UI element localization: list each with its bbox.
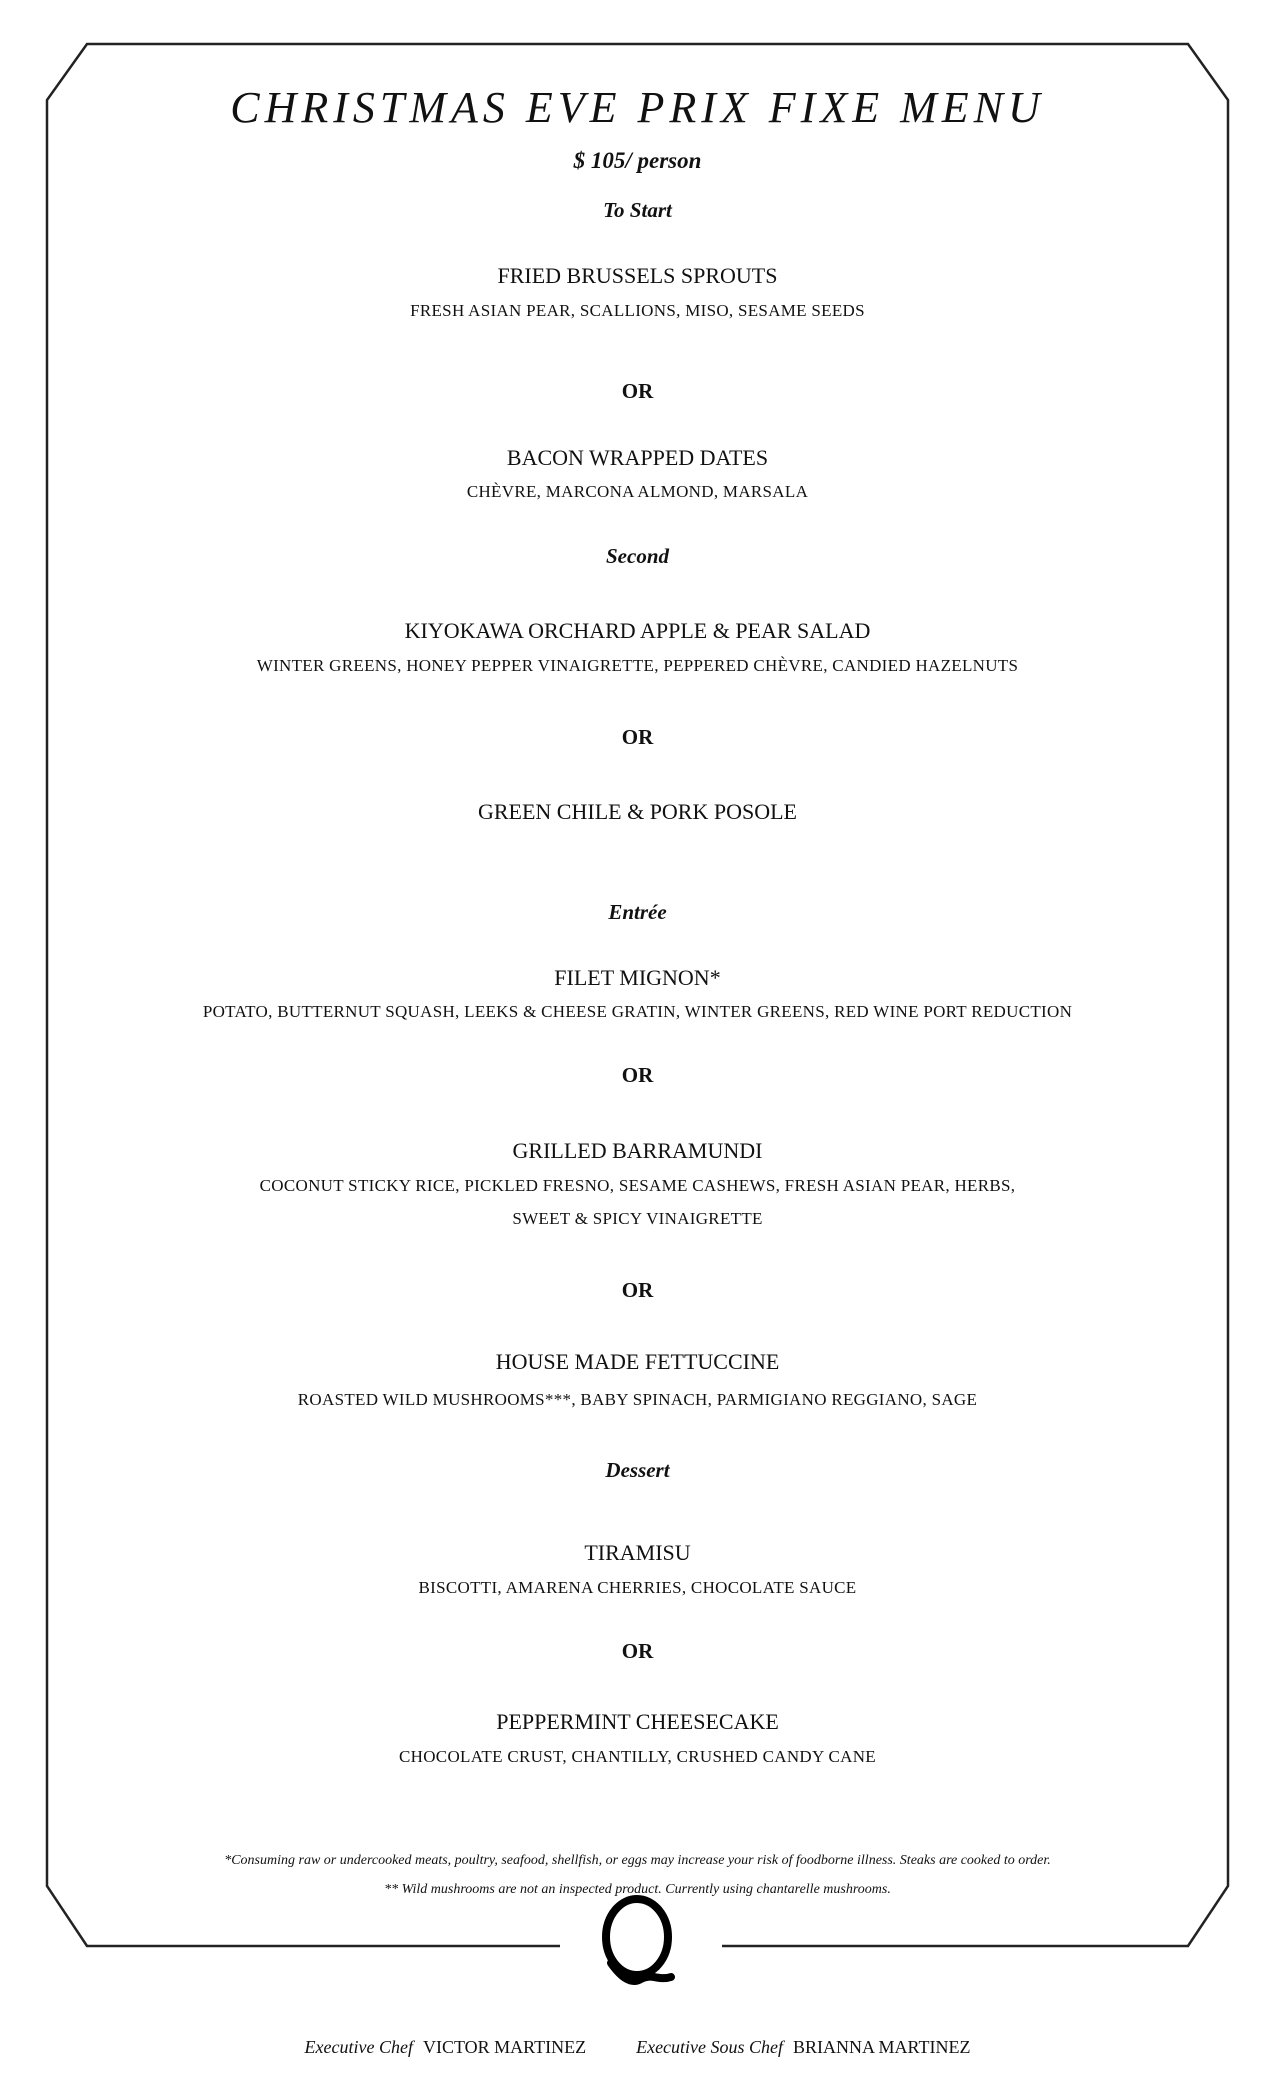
section-heading-second: Second xyxy=(606,544,669,568)
dish-name: PEPPERMINT CHEESECAKE xyxy=(496,1709,779,1734)
or-divider: OR xyxy=(621,1639,654,1663)
dish-name: FRIED BRUSSELS SPROUTS xyxy=(497,263,778,288)
dish-name: KIYOKAWA ORCHARD APPLE & PEAR SALAD xyxy=(404,618,871,643)
dish-description: CHÈVRE, MARCONA ALMOND, MARSALA xyxy=(466,482,809,501)
section-heading-entree: Entrée xyxy=(608,900,667,924)
dish-description: WINTER GREENS, HONEY PEPPER VINAIGRETTE, PEPPERED CHÈVRE, CANDIED HAZELNUTS xyxy=(256,656,1019,675)
dish-name: GREEN CHILE & PORK POSOLE xyxy=(477,799,797,824)
section-heading-dessert: Dessert xyxy=(605,1458,670,1482)
dish-description: ROASTED WILD MUSHROOMS***, BABY SPINACH, PARMIGIANO REGGIANO, SAGE xyxy=(297,1390,978,1409)
or-divider: OR xyxy=(621,1278,654,1302)
dish-description: SWEET & SPICY VINAIGRETTE xyxy=(512,1209,763,1228)
dish-name: FILET MIGNON* xyxy=(554,965,721,990)
executive-chef-title: Executive Chef xyxy=(304,2037,413,2057)
dish-name: GRILLED BARRAMUNDI xyxy=(512,1138,763,1163)
executive-sous-chef-name: BRIANNA MARTINEZ xyxy=(793,2037,971,2057)
footnote-raw-food-warning: *Consuming raw or undercooked meats, poultry, seafood, shellfish, or eggs may increase your risk of foodborne illness. Steaks are cooked to order. xyxy=(224,1853,1051,1868)
or-divider: OR xyxy=(621,1063,654,1087)
footnote-wild-mushrooms: ** Wild mushrooms are not an inspected product. Currently using chantarelle mushrooms. xyxy=(384,1882,891,1897)
dish-name: HOUSE MADE FETTUCCINE xyxy=(495,1349,780,1374)
dish-description: BISCOTTI, AMARENA CHERRIES, CHOCOLATE SAUCE xyxy=(418,1578,857,1597)
dish-description: COCONUT STICKY RICE, PICKLED FRESNO, SESAME CASHEWS, FRESH ASIAN PEAR, HERBS, xyxy=(259,1176,1016,1195)
dish-name: TIRAMISU xyxy=(584,1540,691,1565)
executive-sous-chef-title: Executive Sous Chef xyxy=(636,2037,784,2057)
section-heading-to-start: To Start xyxy=(603,198,672,222)
chef-credits xyxy=(0,2038,1275,2056)
or-divider: OR xyxy=(621,725,654,749)
dish-description: CHOCOLATE CRUST, CHANTILLY, CRUSHED CANDY CANE xyxy=(399,1747,876,1766)
dish-description: POTATO, BUTTERNUT SQUASH, LEEKS & CHEESE GRATIN, WINTER GREENS, RED WINE PORT REDUCTION xyxy=(202,1002,1073,1021)
price-per-person: $ 105/ person xyxy=(573,148,702,173)
restaurant-q-logo xyxy=(597,1893,677,1993)
executive-chef-name: VICTOR MARTINEZ xyxy=(422,2037,587,2057)
dish-description: FRESH ASIAN PEAR, SCALLIONS, MISO, SESAME SEEDS xyxy=(410,301,865,320)
or-divider: OR xyxy=(621,379,654,403)
dish-name: BACON WRAPPED DATES xyxy=(506,445,769,470)
menu-title: CHRISTMAS EVE PRIX FIXE MENU xyxy=(230,83,1045,132)
